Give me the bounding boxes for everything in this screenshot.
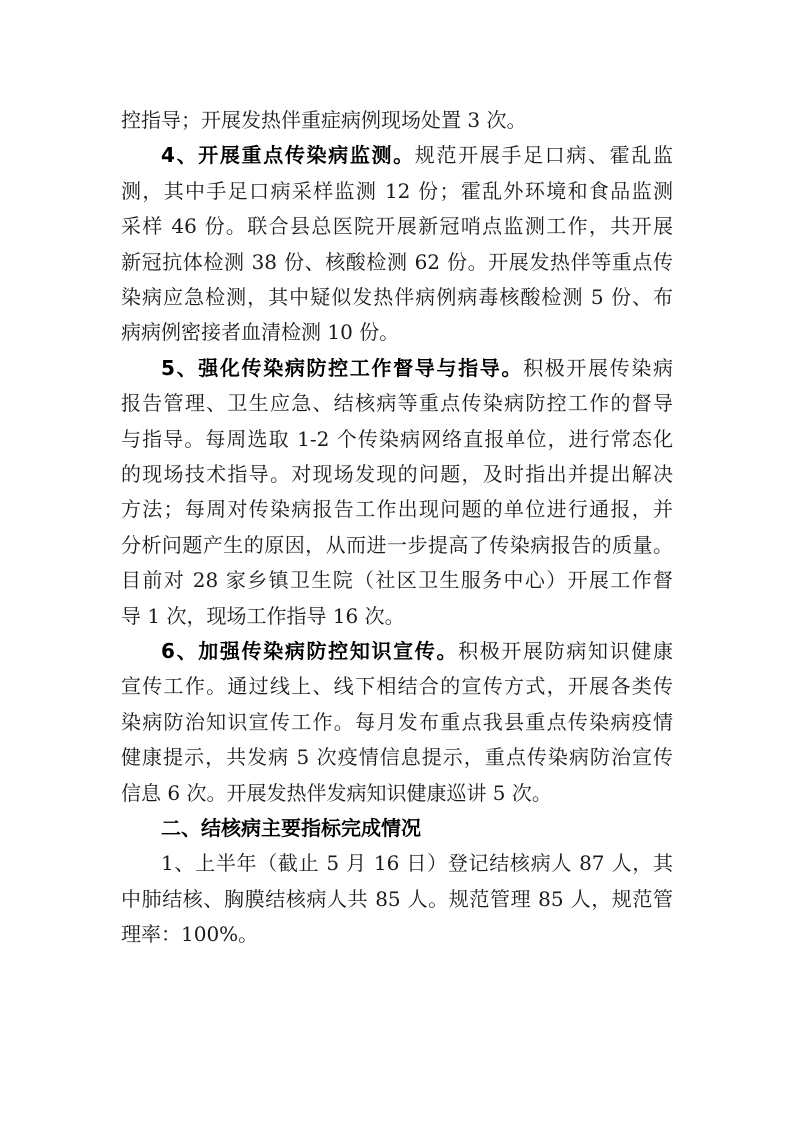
line-text: 分析问题产生的原因，从而进一步提高了传染病报告的质量。 [121, 532, 673, 557]
paragraph-line [121, 282, 673, 312]
line-text: 导 1 次，现场工作指导 16 次。 [121, 603, 405, 628]
line-text: 健康提示，共发病 5 次疫情信息提示，重点传染病防治宣传 [121, 745, 673, 770]
line-text: 规范开展手足口病、霍乱监 [414, 143, 674, 168]
paragraph-line [121, 778, 673, 808]
item-title: 4、开展重点传染病监测。 [161, 143, 415, 168]
paragraph-line [121, 494, 673, 524]
paragraph-line [121, 211, 673, 241]
line-text: 目前对 28 家乡镇卫生院（社区卫生服务中心）开展工作督 [121, 568, 673, 593]
paragraph-line [121, 565, 673, 595]
item-title: 6、加强传染病防控知识宣传。 [161, 639, 459, 663]
paragraph-line [121, 388, 673, 418]
line-text: 采样 46 份。联合县总医院开展新冠哨点监测工作，共开展 [121, 214, 673, 239]
paragraph-line [121, 884, 673, 914]
paragraph-line [121, 601, 673, 631]
paragraph-line [161, 636, 673, 666]
paragraph-line [121, 459, 673, 489]
line-text: 中肺结核、胸膜结核病人共 85 人。规范管理 85 人，规范管 [121, 886, 673, 911]
paragraph-line [121, 919, 673, 949]
paragraph-line [121, 742, 673, 772]
paragraph-line [121, 530, 673, 560]
line-text: 信息 6 次。开展发热伴发病知识健康巡讲 5 次。 [121, 780, 552, 805]
line-text: 报告管理、卫生应急、结核病等重点传染病防控工作的督导 [121, 391, 673, 416]
line-text: 与指导。每周选取 1-2 个传染病网络直报单位，进行常态化 [121, 426, 673, 451]
line-text: 染病应急检测，其中疑似发热伴病例病毒核酸检测 5 份、布 [121, 285, 673, 309]
line-text: 控指导；开展发热伴重症病例现场处置 3 次。 [121, 108, 527, 132]
line-text: 染病防治知识宣传工作。每月发布重点我县重点传染病疫情 [121, 709, 673, 734]
line-text: 的现场技术指导。对现场发现的问题，及时指出并提出解决 [121, 462, 673, 486]
paragraph-line [161, 848, 673, 878]
paragraph-line [121, 105, 673, 135]
line-text: 方法；每周对传染病报告工作出现问题的单位进行通报，并 [121, 497, 673, 522]
paragraph-line [161, 353, 673, 383]
paragraph-line [121, 247, 673, 277]
paragraph-line [161, 140, 673, 170]
paragraph-line [121, 424, 673, 454]
line-text: 理率：100%。 [121, 922, 259, 947]
paragraph-line [121, 176, 673, 206]
line-text: 新冠抗体检测 38 份、核酸检测 62 份。开展发热伴等重点传 [121, 249, 673, 274]
line-text: 积极开展传染病 [523, 355, 673, 380]
line-text: 宣传工作。通过线上、线下相结合的宣传方式，开展各类传 [121, 674, 673, 699]
section-heading: 二、结核病主要指标完成情况 [161, 816, 421, 840]
line-text: 积极开展防病知识健康 [458, 639, 673, 663]
paragraph-line [121, 707, 673, 737]
line-text: 测，其中手足口病采样监测 12 份；霍乱外环境和食品监测 [121, 178, 673, 203]
line-text: 1、上半年（截止 5 月 16 日）登记结核病人 87 人，其 [161, 851, 673, 876]
line-text: 病病例密接者血清检测 10 份。 [121, 320, 400, 345]
item-title: 5、强化传染病防控工作督导与指导。 [161, 355, 524, 380]
paragraph-line [121, 671, 673, 701]
paragraph-line [121, 317, 673, 347]
